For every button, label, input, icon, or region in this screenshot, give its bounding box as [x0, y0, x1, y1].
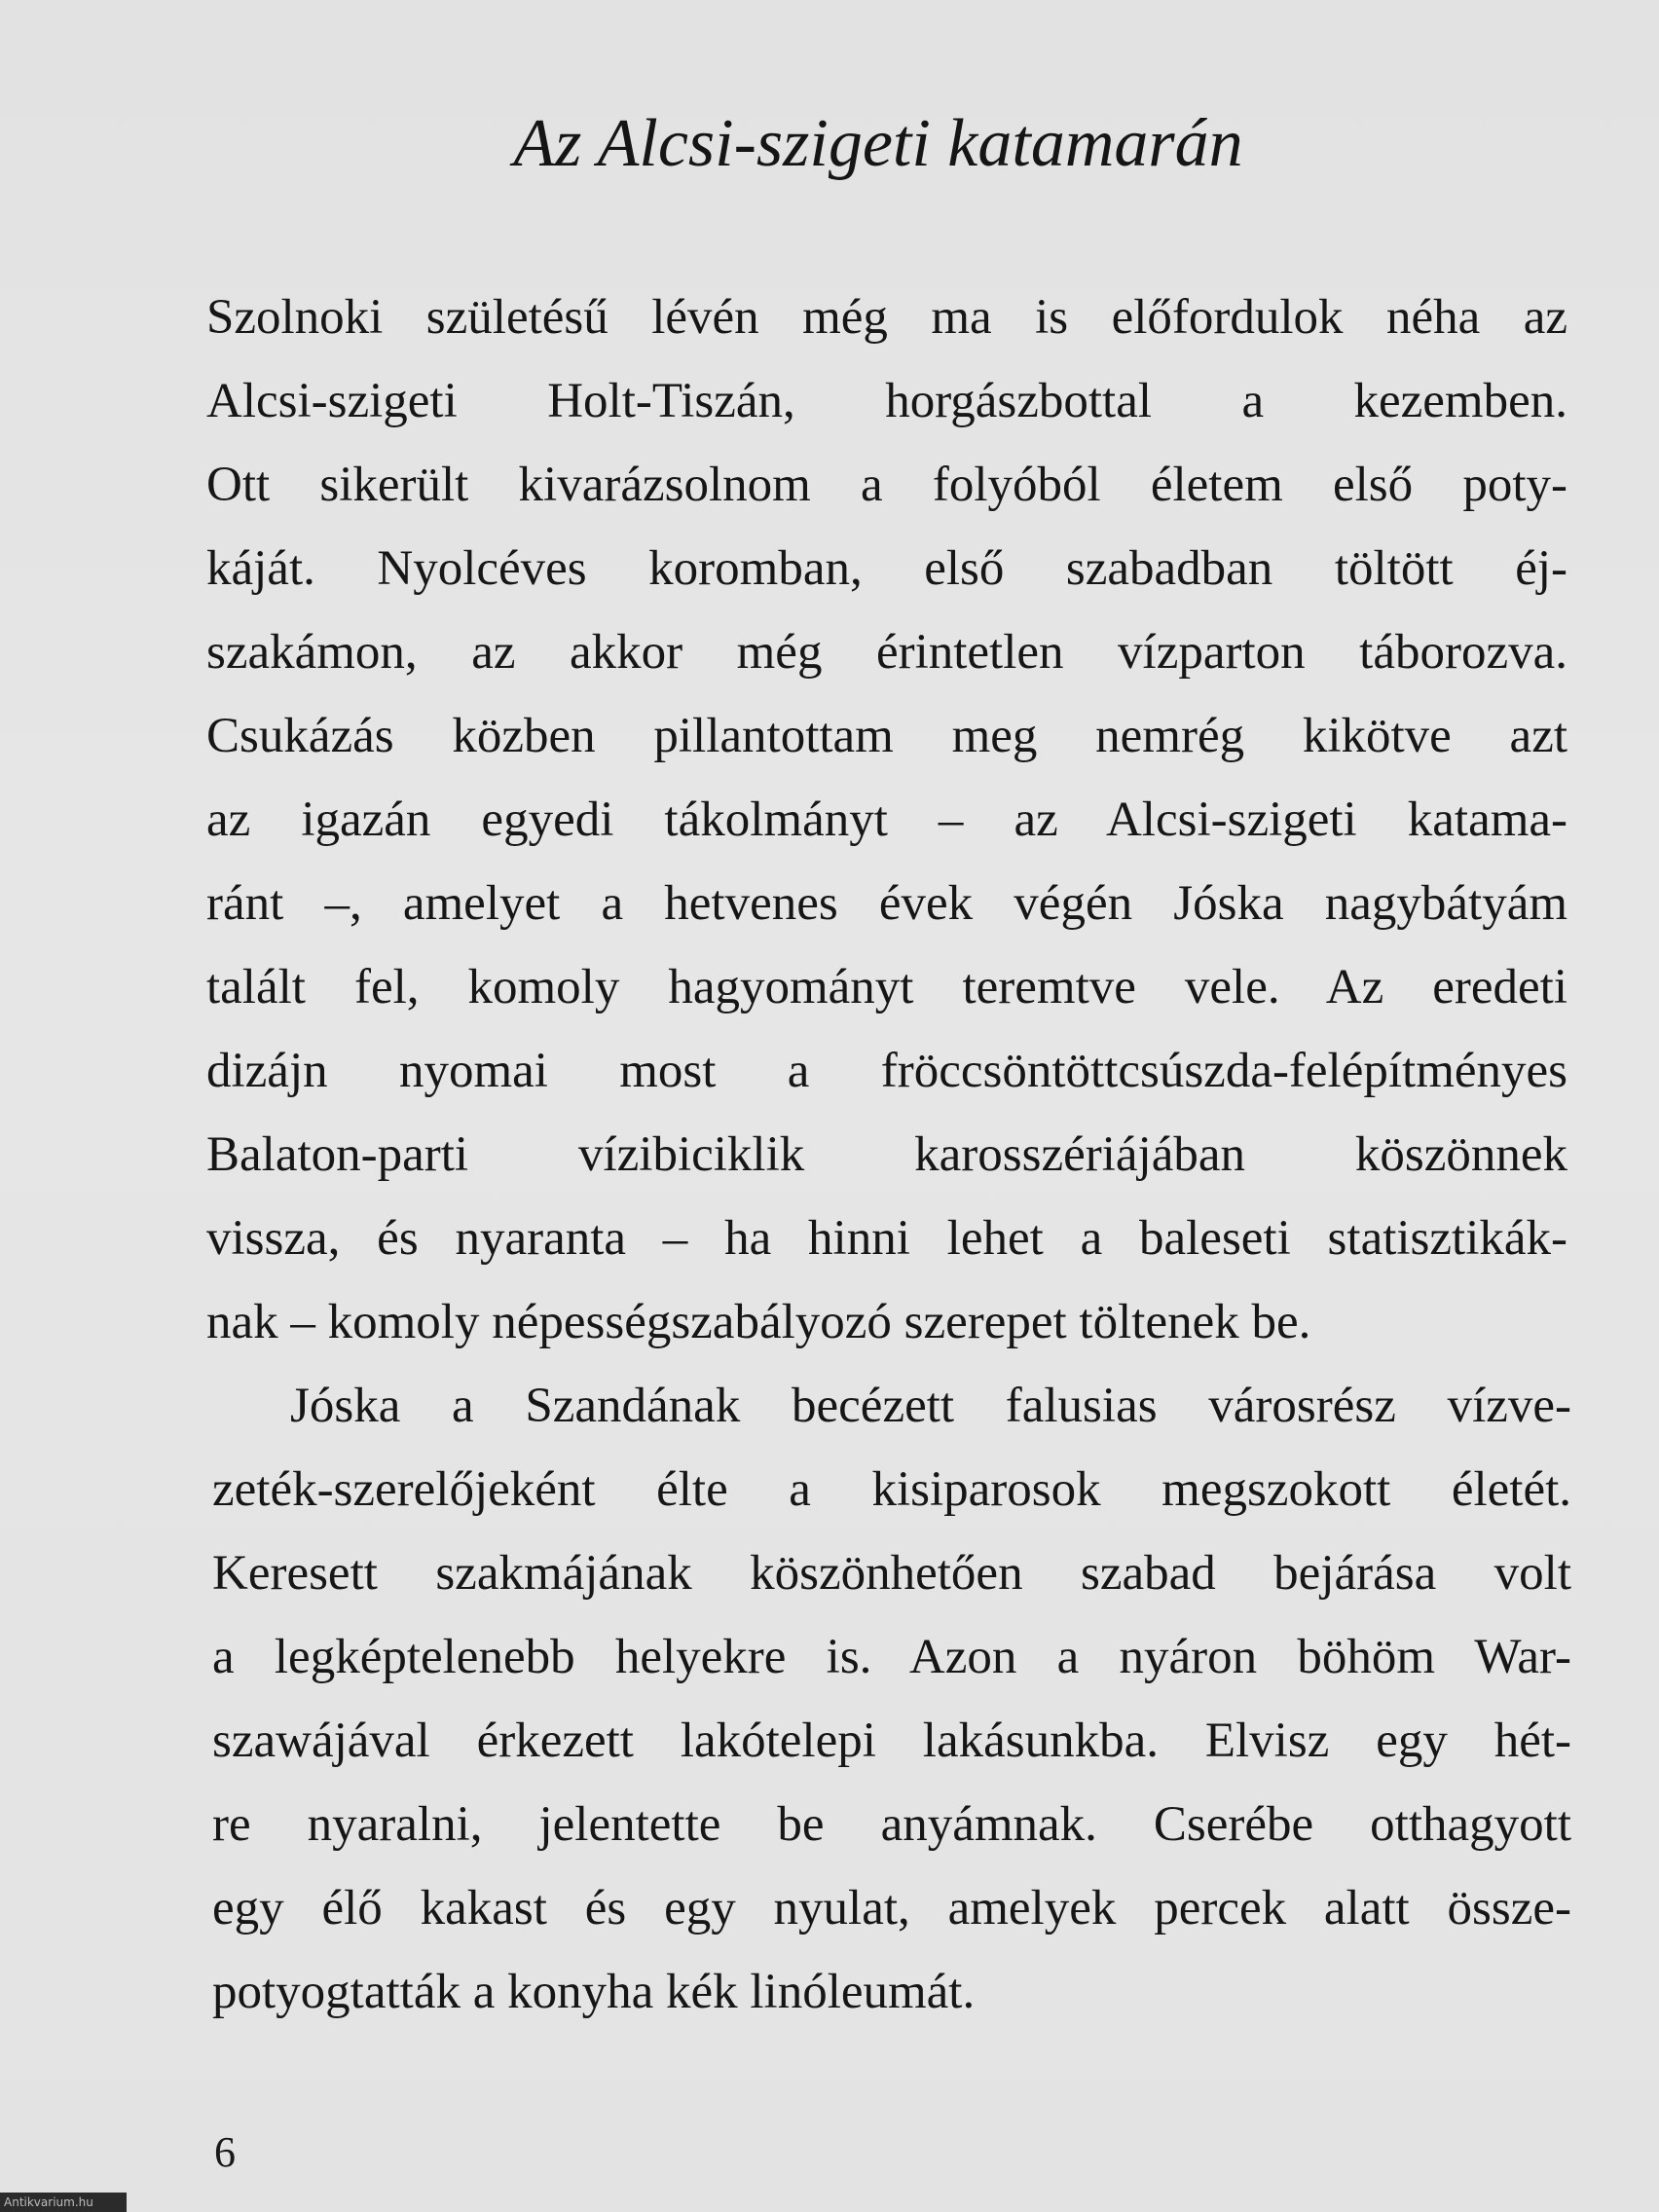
text-line: Csukázás közben pillantottam meg nemrég kikötve azt: [206, 709, 1567, 763]
text-line: káját. Nyolcéves koromban, első szabadban töltött éj-: [206, 541, 1567, 596]
text-line: a legképtelenebb helyekre is. Azon a nyáron böhöm War-: [212, 1630, 1571, 1684]
text-line: re nyaralni, jelentette be anyámnak. Cserébe otthagyott: [212, 1797, 1571, 1852]
text-line: az igazán egyedi tákolmányt – az Alcsi-szigeti katama-: [206, 793, 1567, 847]
text-line: szawájával érkezett lakótelepi lakásunkba. Elvisz egy hét-: [212, 1714, 1571, 1768]
chapter-title: Az Alcsi-szigeti katamarán: [513, 106, 1243, 181]
text-line: szakámon, az akkor még érintetlen vízparton táborozva.: [206, 625, 1567, 680]
text-line: Alcsi-szigeti Holt-Tiszán, horgászbottal a kezemben.: [206, 374, 1567, 428]
watermark: Antikvarium.hu: [0, 2193, 127, 2212]
text-line: potyogtatták a konyha kék linóleumát.: [212, 1965, 976, 2019]
text-line: nak – komoly népességszabályozó szerepet töltenek be.: [206, 1295, 1311, 1349]
text-line: dizájn nyomai most a fröccsöntöttcsúszda-felépítményes: [206, 1044, 1567, 1098]
text-line: ránt –, amelyet a hetvenes évek végén Jóska nagybátyám: [206, 876, 1567, 931]
text-line: vissza, és nyaranta – ha hinni lehet a baleseti statisztikák-: [206, 1211, 1567, 1266]
text-line: Balaton-parti vízibiciklik karosszériájában köszönnek: [206, 1127, 1567, 1182]
text-line: Jóska a Szandának becézett falusias városrész vízve-: [290, 1379, 1571, 1433]
text-line: Ott sikerült kivarázsolnom a folyóból életem első poty-: [206, 458, 1567, 512]
text-line: Szolnoki születésű lévén még ma is előfordulok néha az: [206, 290, 1567, 345]
page-number: 6: [214, 2128, 236, 2176]
text-line: Keresett szakmájának köszönhetően szabad bejárása volt: [212, 1546, 1571, 1601]
text-line: egy élő kakast és egy nyulat, amelyek percek alatt össze-: [212, 1881, 1571, 1936]
text-line: talált fel, komoly hagyományt teremtve vele. Az eredeti: [206, 960, 1567, 1014]
text-line: zeték-szerelőjeként élte a kisiparosok megszokott életét.: [212, 1462, 1571, 1517]
